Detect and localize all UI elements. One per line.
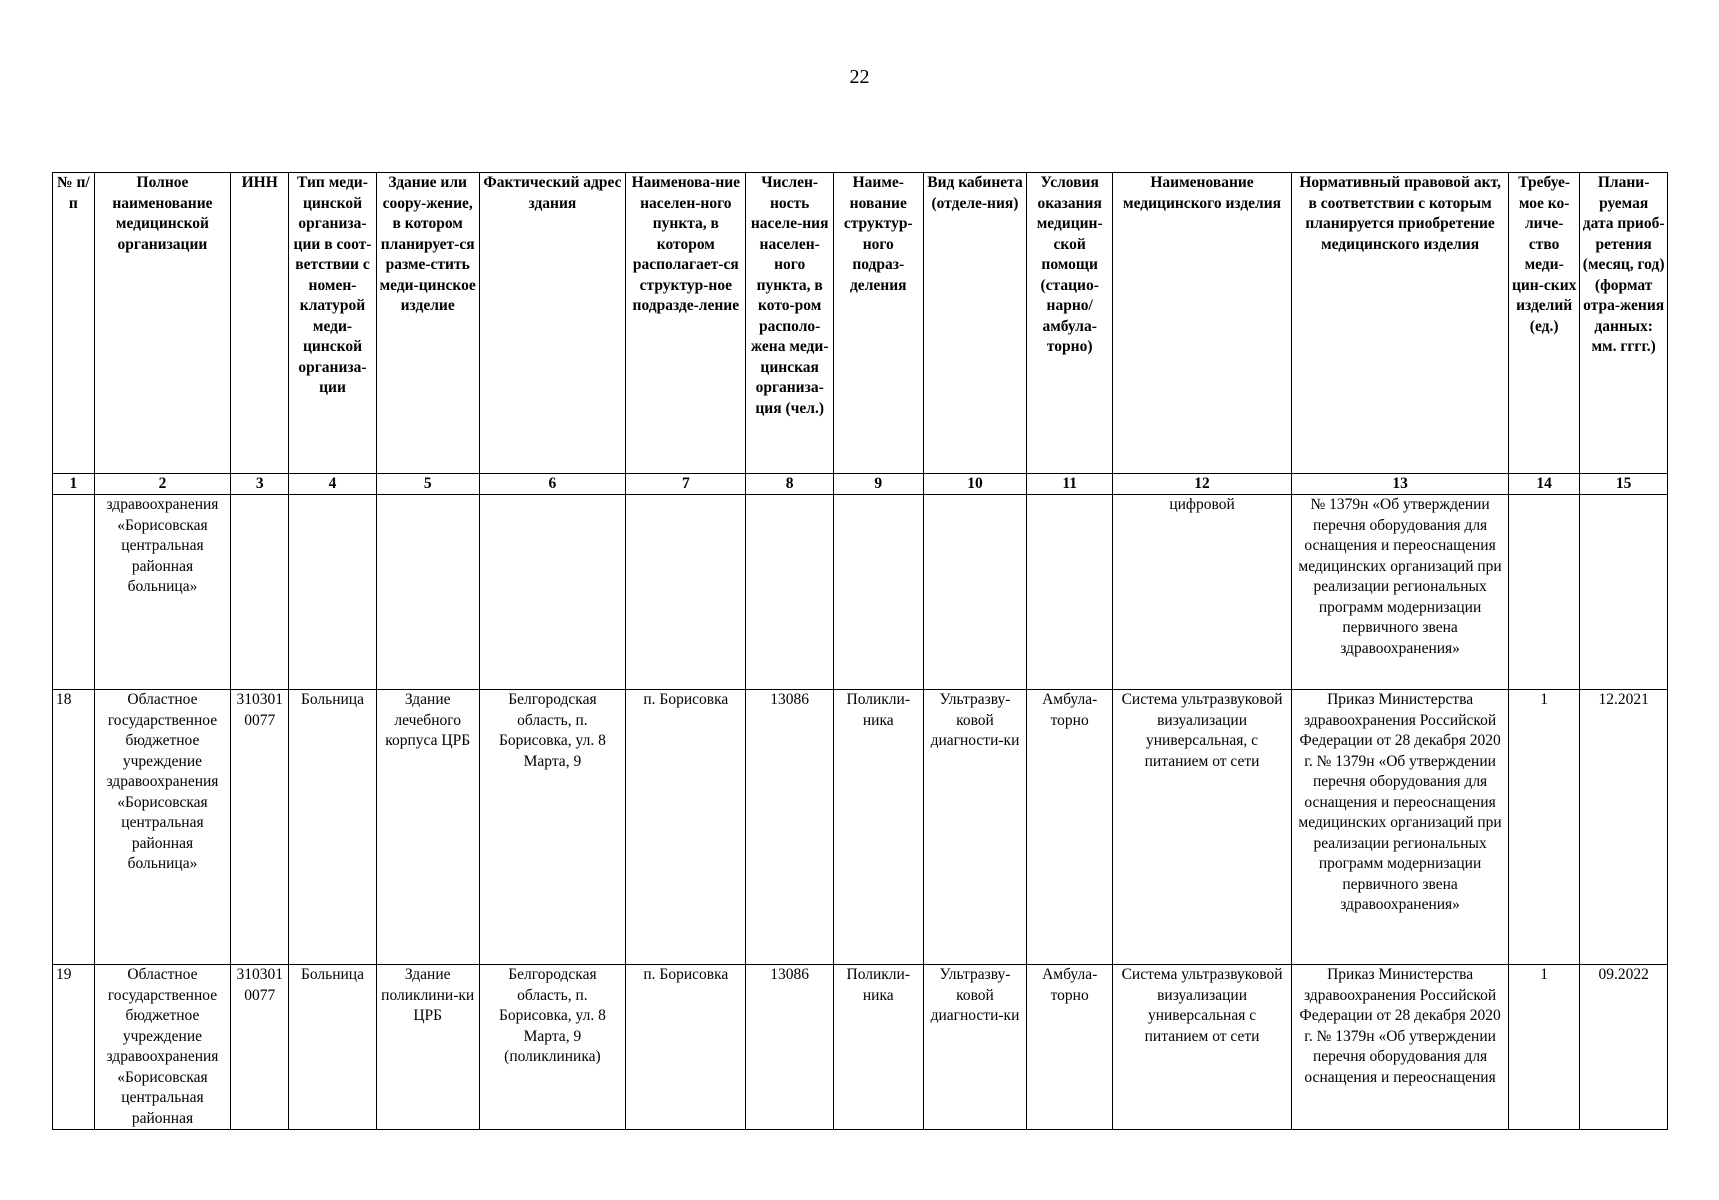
column-header: Условия оказания медицин-ской помощи (стацио-нарно/ амбула-торно) (1027, 173, 1113, 474)
inn: 3103010077 (231, 690, 289, 965)
legal-act: № 1379н «Об утверждении перечня оборудования для оснащения и переоснащения медицинских организаций при реализации региональных программ модернизации первичного звена здравоохранения» (1292, 495, 1509, 690)
column-header: Числен-ность населе-ния населен-ного пункта, в кото-ром располо-жена меди-цинская организа-ция (чел.) (746, 173, 834, 474)
table-row (53, 495, 1668, 690)
column-number: 7 (626, 474, 746, 495)
column-header: Наиме-нование структур-ного подраз-деления (833, 173, 923, 474)
registry-table-wrapper (52, 172, 1668, 1130)
care-conditions: Амбула-торно (1027, 690, 1113, 965)
column-number: 11 (1027, 474, 1113, 495)
column-header: Полное наименование медицинской организации (94, 173, 230, 474)
subdivision: Поликли-ника (833, 965, 923, 1130)
column-header: Плани-руемая дата приоб-ретения (месяц, год) (формат отра-жения данных: мм. гггг.) (1580, 173, 1668, 474)
row-number: 18 (53, 690, 95, 965)
quantity: 1 (1509, 965, 1580, 1130)
column-number: 10 (923, 474, 1027, 495)
legal-act: Приказ Министерства здравоохранения Российской Федерации от 28 декабря 2020 г. № 1379н «Об утверждении перечня оборудования для оснащения и переоснащения медицинских организаций при реализации региональных программ модернизации первичного звена здравоохранения» (1292, 690, 1509, 965)
page-number: 22 (849, 66, 870, 88)
row-number: 19 (53, 965, 95, 1130)
building: Здание лечебного корпуса ЦРБ (376, 690, 479, 965)
column-header: Требуе-мое ко-личе-ство меди-цин-ских изделий (ед.) (1509, 173, 1580, 474)
organization-type: Больница (289, 690, 377, 965)
table-row (53, 965, 1668, 1130)
address (479, 495, 626, 690)
subdivision (833, 495, 923, 690)
organization-name: здравоохранения «Борисовская центральная районная больница» (94, 495, 230, 690)
device-name: Система ультразвуковой визуализации универсальная, с питанием от сети (1112, 690, 1291, 965)
column-header: № п/п (53, 173, 95, 474)
column-header: Нормативный правовой акт, в соответствии с которым планируется приобретение медицинского изделия (1292, 173, 1509, 474)
care-conditions (1027, 495, 1113, 690)
legal-act: Приказ Министерства здравоохранения Российской Федерации от 28 декабря 2020 г. № 1379н «Об утверждении перечня оборудования для оснащения и переоснащения (1292, 965, 1509, 1130)
column-number: 5 (376, 474, 479, 495)
device-name: Система ультразвуковой визуализации универсальная с питанием от сети (1112, 965, 1291, 1130)
column-number: 13 (1292, 474, 1509, 495)
quantity (1509, 495, 1580, 690)
inn: 3103010077 (231, 965, 289, 1130)
building: Здание поликлини-ки ЦРБ (376, 965, 479, 1130)
organization-name: Областное государственное бюджетное учреждение здравоохранения «Борисовская центральная районная (94, 965, 230, 1130)
column-number: 8 (746, 474, 834, 495)
organization-type: Больница (289, 965, 377, 1130)
population: 13086 (746, 690, 834, 965)
column-number: 2 (94, 474, 230, 495)
settlement: п. Борисовка (626, 690, 746, 965)
organization-type (289, 495, 377, 690)
column-header: Фактический адрес здания (479, 173, 626, 474)
subdivision: Поликли-ника (833, 690, 923, 965)
column-number: 9 (833, 474, 923, 495)
address: Белгородская область, п. Борисовка, ул. 8 Марта, 9 (поликлиника) (479, 965, 626, 1130)
column-number: 14 (1509, 474, 1580, 495)
care-conditions: Амбула-торно (1027, 965, 1113, 1130)
population (746, 495, 834, 690)
column-header: Здание или соору-жение, в котором планирует-ся разме-стить меди-цинское изделие (376, 173, 479, 474)
planned-date (1580, 495, 1668, 690)
column-number: 4 (289, 474, 377, 495)
settlement: п. Борисовка (626, 965, 746, 1130)
planned-date: 09.2022 (1580, 965, 1668, 1130)
column-header: Тип меди-цинской организа-ции в соот-ветствии с номен-клатурой меди-цинской организа-ции (289, 173, 377, 474)
column-number: 3 (231, 474, 289, 495)
column-number: 6 (479, 474, 626, 495)
device-name: цифровой (1112, 495, 1291, 690)
building (376, 495, 479, 690)
table-row (53, 690, 1668, 965)
column-number: 12 (1112, 474, 1291, 495)
address: Белгородская область, п. Борисовка, ул. 8 Марта, 9 (479, 690, 626, 965)
equipment-registry-table (52, 172, 1668, 1130)
column-header: Наименование медицинского изделия (1112, 173, 1291, 474)
row-number (53, 495, 95, 690)
settlement (626, 495, 746, 690)
column-number: 1 (53, 474, 95, 495)
population: 13086 (746, 965, 834, 1130)
quantity: 1 (1509, 690, 1580, 965)
cabinet-type (923, 495, 1027, 690)
table-header-row (53, 173, 1668, 474)
cabinet-type: Ультразву-ковой диагности-ки (923, 965, 1027, 1130)
column-header: Наименова-ние населен-ного пункта, в котором располагает-ся структур-ное подразде-ление (626, 173, 746, 474)
column-number-row (53, 474, 1668, 495)
column-number: 15 (1580, 474, 1668, 495)
planned-date: 12.2021 (1580, 690, 1668, 965)
cabinet-type: Ультразву-ковой диагности-ки (923, 690, 1027, 965)
inn (231, 495, 289, 690)
organization-name: Областное государственное бюджетное учреждение здравоохранения «Борисовская центральная районная больница» (94, 690, 230, 965)
column-header: ИНН (231, 173, 289, 474)
column-header: Вид кабинета (отделе-ния) (923, 173, 1027, 474)
